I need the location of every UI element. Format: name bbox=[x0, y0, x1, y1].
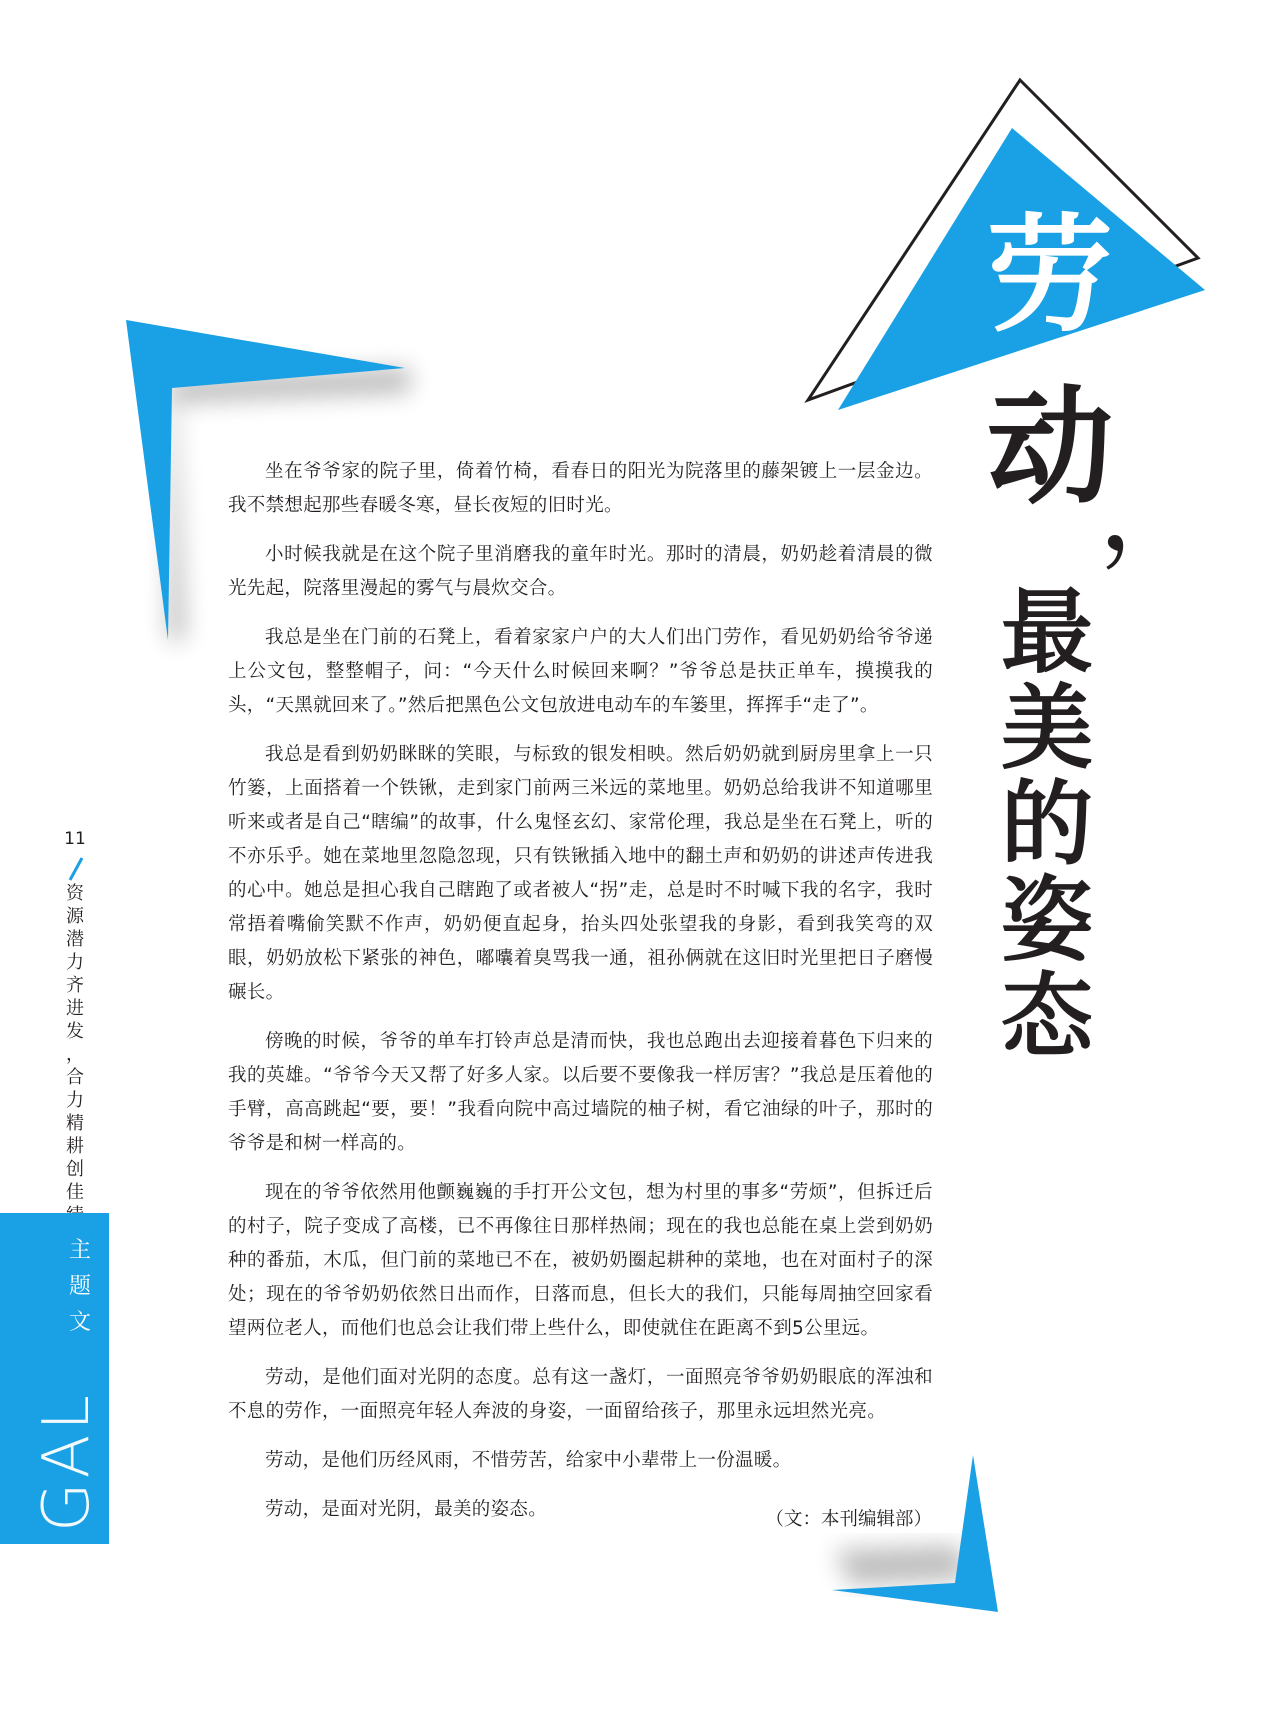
paragraph: 我总是坐在门前的石凳上，看着家家户户的大人们出门劳作，看见奶奶给爷爷递上公文包，整整帽子，问：“今天什么时候回来啊？”爷爷总是扶正单车，摸摸我的头，“天黑就回来了。”然后把黑色公文包放进电动车的车篓里，挥挥手“走了”。 bbox=[228, 627, 933, 716]
paragraph: 劳动，是面对光阴，最美的姿态。 bbox=[265, 1499, 548, 1520]
article-body bbox=[228, 455, 933, 1542]
title-line-2 bbox=[993, 579, 1103, 1070]
page-number: 11 bbox=[64, 829, 86, 849]
title-char-2: 美 bbox=[1000, 675, 1095, 782]
title-char-4: 姿 bbox=[1000, 867, 1095, 974]
title-char-3: 的 bbox=[1000, 771, 1095, 878]
title-comma: ， bbox=[1098, 446, 1208, 574]
article-credit: （文：本刊编辑部） bbox=[765, 1509, 932, 1530]
title-char-5: 态 bbox=[1000, 963, 1095, 1070]
section-title-vertical: 资 源 潜 力 齐 进 发 ， 合 力 精 耕 创 佳 bbox=[66, 883, 84, 1203]
title-char-lao: 劳 bbox=[987, 202, 1113, 349]
paragraph: 坐在爷爷家的院子里，倚着竹椅，看春日的阳光为院落里的藤架镀上一层金边。我不禁想起那些春暖冬寒，昼长夜短的旧时光。 bbox=[228, 461, 933, 516]
section-tab-label: 主 题 文 bbox=[68, 1238, 91, 1335]
page-separator-slash bbox=[66, 856, 86, 882]
title-line-1 bbox=[975, 200, 1125, 352]
paragraph: 劳动，是他们历经风雨，不惜劳苦，给家中小辈带上一份温暖。 bbox=[265, 1450, 792, 1471]
paragraph: 我总是看到奶奶眯眯的笑眼，与标致的银发相映。然后奶奶就到厨房里拿上一只竹篓，上面搭着一个铁锹，走到家门前两三米远的菜地里。奶奶总给我讲不知道哪里听来或者是自己“瞎编”的故事，什么鬼怪玄幻、家常伦理，我总是坐在石凳上，听的不亦乐乎。她在菜地里忽隐忽现，只有铁锹插入地中的翻土声和奶奶的讲述声传进我的心中。她总是担心我自己瞎跑了或者被人“拐”走，总是时不时喊下我的名字，我时常捂着嘴偷笑默不作声，奶奶便直起身，抬头四处张望我的身影，看到我笑弯的双眼，奶奶放松下紧张的神色，嘟囔着臭骂我一通，祖孙俩就在这旧时光里把日子磨慢碾长。 bbox=[228, 744, 933, 1003]
corner-bracket-bottom-right-shadow bbox=[835, 1545, 968, 1585]
paragraph: 现在的爷爷依然用他颤巍巍的手打开公文包，想为村里的事多“劳烦”，但拆迁后的村子，院子变成了高楼，已不再像往日那样热闹；现在的我也总能在桌上尝到奶奶种的番茄，木瓜，但门前的菜地已不在，被奶奶圈起耕种的菜地，也在对面村子的深处；现在的爷爷奶奶依然日出而作，日落而息，但长大的我们，只能每周抽空回家看望两位老人，而他们也总会让我们带上些什么，即使就住在距离不到5公里远。 bbox=[228, 1182, 933, 1339]
title-char-1: 最 bbox=[1000, 579, 1095, 686]
paragraph: 小时候我就是在这个院子里消磨我的童年时光。那时的清晨，奶奶趁着清晨的微光先起，院落里漫起的雾气与晨炊交合。 bbox=[228, 544, 933, 599]
paragraph: 傍晚的时候，爷爷的单车打铃声总是清而快，我也总跑出去迎接着暮色下归来的我的英雄。“爷爷今天又帮了好多人家。以后要不要像我一样厉害？”我总是压着他的手臂，高高跳起“要，要！”我看向院中高过墙院的柚子树，看它油绿的叶子，那时的爷爷是和树一样高的。 bbox=[228, 1031, 933, 1154]
brand-logo-text: GAL bbox=[30, 1390, 104, 1532]
title-char-dong: 动 bbox=[987, 374, 1113, 521]
paragraph: 劳动，是他们面对光阴的态度。总有这一盏灯，一面照亮爷爷奶奶眼底的浑浊和不息的劳作，一面照亮年轻人奔波的身姿，一面留给孩子，那里永远坦然光亮。 bbox=[228, 1367, 933, 1422]
